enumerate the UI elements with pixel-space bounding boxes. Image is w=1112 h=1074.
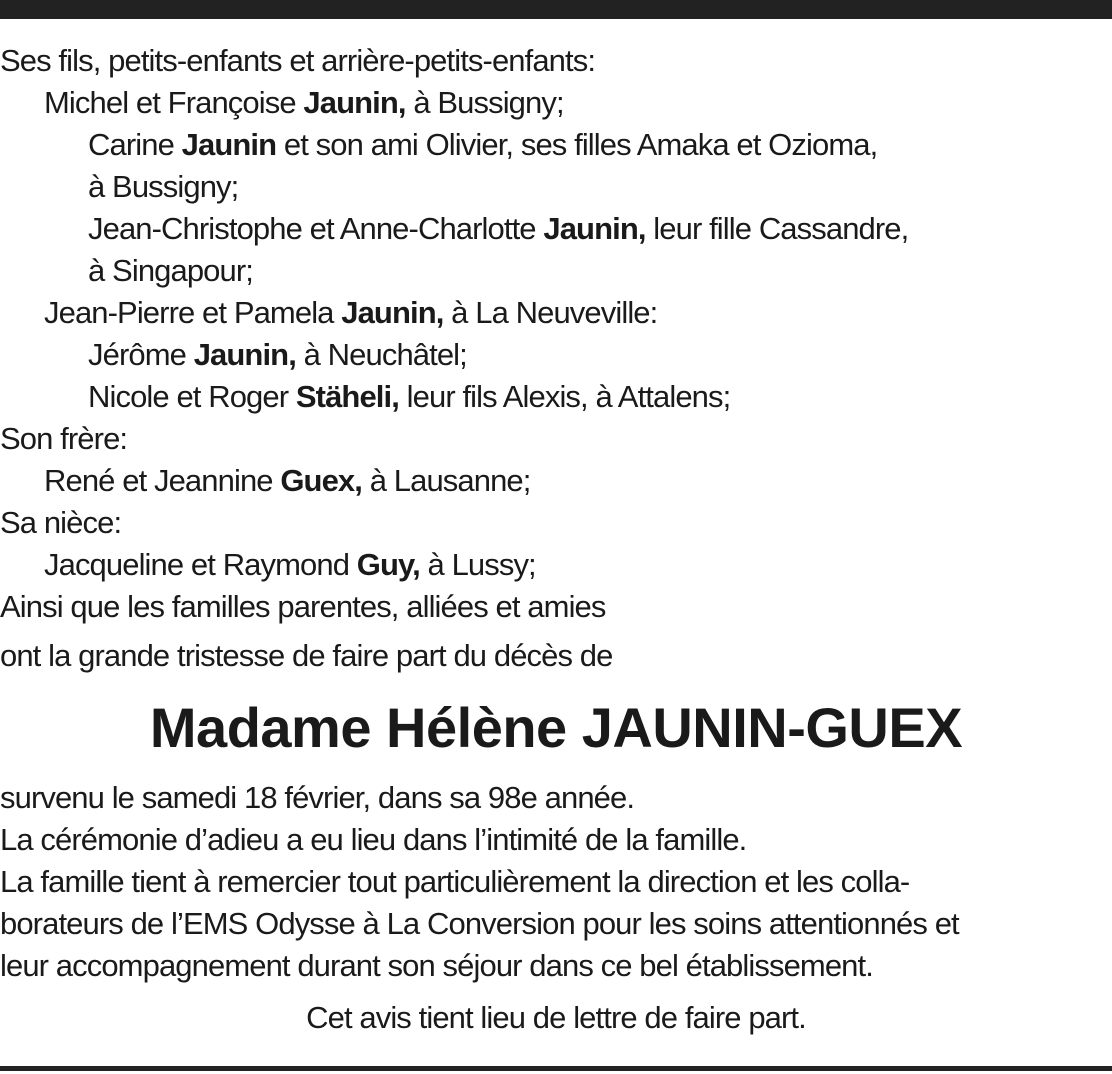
body-line-5: leur accompagnement durant son séjour dans ce bel établissement.: [0, 948, 873, 983]
obituary-notice: [0, 40, 1112, 1039]
closing-line: Cet avis tient lieu de lettre de faire part.: [306, 1000, 806, 1035]
bottom-border-rule: [0, 1066, 1112, 1071]
brother-heading: Son frère:: [0, 421, 128, 456]
announcement-line: ont la grande tristesse de faire part du décès de: [0, 638, 613, 673]
body-line-3: La famille tient à remercier tout particulièrement la direction et les colla-: [0, 864, 910, 899]
family-line-nicole: Nicole et Roger Stäheli, leur fils Alexis, à Attalens;: [88, 379, 731, 414]
body-line-4: borateurs de l’EMS Odysse à La Conversion pour les soins attentionnés et: [0, 906, 959, 941]
body-line-2: La cérémonie d’adieu a eu lieu dans l’intimité de la famille.: [0, 822, 747, 857]
sons-heading: Ses fils, petits-enfants et arrière-petits-enfants:: [0, 43, 596, 78]
others-line: Ainsi que les familles parentes, alliées et amies: [0, 589, 606, 624]
family-line-carine: Carine Jaunin et son ami Olivier, ses filles Amaka et Ozioma,: [88, 127, 878, 162]
top-border-bar: [0, 0, 1112, 19]
family-line-carine-place: à Bussigny;: [88, 169, 239, 204]
family-line-rene: René et Jeannine Guex, à Lausanne;: [44, 463, 531, 498]
deceased-name: Madame Hélène JAUNIN-GUEX: [149, 696, 963, 759]
family-line-michel: Michel et Françoise Jaunin, à Bussigny;: [44, 85, 564, 120]
family-line-jerome: Jérôme Jaunin, à Neuchâtel;: [88, 337, 467, 372]
family-line-jean-pierre: Jean-Pierre et Pamela Jaunin, à La Neuveville:: [44, 295, 658, 330]
family-line-jean-christophe: Jean-Christophe et Anne-Charlotte Jaunin, leur fille Cassandre,: [88, 211, 909, 246]
niece-heading: Sa nièce:: [0, 505, 122, 540]
family-line-jean-christophe-place: à Singapour;: [88, 253, 253, 288]
family-line-jacqueline: Jacqueline et Raymond Guy, à Lussy;: [44, 547, 536, 582]
body-line-1: survenu le samedi 18 février, dans sa 98e année.: [0, 780, 635, 815]
